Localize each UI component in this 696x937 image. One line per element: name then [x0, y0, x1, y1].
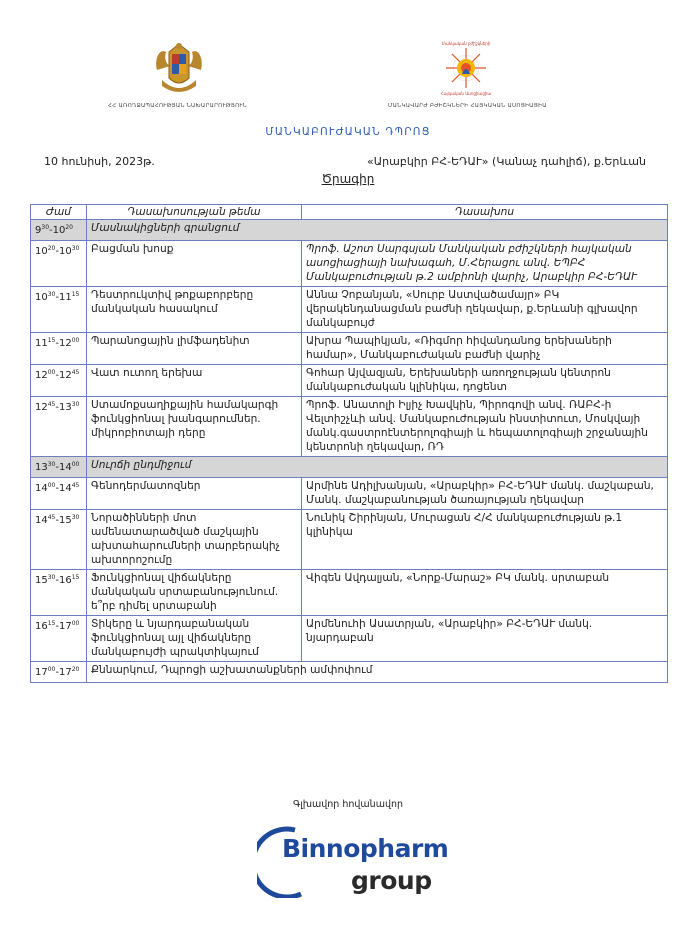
ministry-name: ՀՀ ԱՌՈՂՋԱՊԱՀՈՒԹՅԱՆ ՆԱԽԱՐԱՐՈՒԹՅՈՒՆ — [108, 103, 247, 109]
section-title: Մասնակիցների գրանցում — [87, 220, 668, 241]
topic-cell: Տիկերը և նյարդաբանական ֆունկցիոնալ այլ վիճակները մանկաբույժի պրակտիկայում — [87, 616, 302, 662]
time-hour: 10 — [52, 225, 66, 236]
time-cell — [31, 397, 87, 457]
time-hour: 14 — [35, 515, 48, 526]
speaker-cell: Արմինե Ադիլխանյան, «Արաբկիր» ԲՀ-ԵԴԱՒ մանկ. մաշկաբան, Մանկ. մաշկաբանության ծառայության ղեկավար — [302, 478, 668, 510]
topic-cell: Պարանոցային լիմֆադենիտ — [87, 333, 302, 365]
time-minutes: 30 — [47, 461, 56, 468]
main-sponsor-label: Գլխավոր հովանավոր — [292, 799, 404, 810]
time-minutes: 45 — [47, 514, 56, 521]
table-row — [31, 287, 668, 333]
time-cell — [31, 570, 87, 616]
table-row — [31, 662, 668, 683]
time-hour: 14 — [58, 483, 72, 494]
time-dash: - — [55, 667, 59, 678]
conference-title: ՄԱՆԿԱԲՈՒԺԱԿԱՆ ԴՊՐՈՑ — [265, 126, 431, 138]
table-row — [31, 478, 668, 510]
section-title: Սուրճի ընդմիջում — [87, 457, 668, 478]
program-table-body — [31, 220, 668, 683]
header-topic: Դասախոսության թեմա — [87, 205, 302, 220]
time-dash: - — [55, 246, 59, 257]
time-hour: 17 — [58, 621, 72, 632]
time-dash: - — [55, 402, 59, 413]
topic-cell: Վատ ուտող երեխա — [87, 365, 302, 397]
time-hour: 12 — [35, 402, 48, 413]
table-row — [31, 241, 668, 287]
time-minutes: 20 — [47, 245, 56, 252]
time-dash: - — [55, 292, 59, 303]
time-hour: 10 — [35, 292, 48, 303]
time-minutes: 00 — [47, 482, 56, 489]
time-minutes: 45 — [71, 369, 80, 376]
speaker-cell: Պրոֆ. Անատոլի Իլյիչ Խավկին, Պիրոգովի անվ. ՌԱԲՀ-ի Վելտիշչևի անվ. Մանկաբուժության ինստիտուտ, Մոսկվայի մանկ.գաստրոէնտերոլոգիայի և հեպատոլոգիայի շրջանային կենտրոնի ղեկավար, ՌԴ — [302, 397, 668, 457]
topic-cell: Դեստրուկտիվ թոքաբորբերը մանկական հասակում — [87, 287, 302, 333]
time-hour: 16 — [35, 621, 48, 632]
time-hour: 17 — [35, 667, 48, 678]
speaker-cell: Նունիկ Շիրինյան, Մուրացան Հ/Հ մանկաբուժության թ.1 կլինիկա — [302, 510, 668, 570]
time-cell — [31, 220, 87, 241]
speaker-cell: Ախրա Պապիկյան, «Ռիգմոր հիվանդանոց երեխաների համար», Մանկաբուժական բաժնի վարիչ — [302, 333, 668, 365]
table-row — [31, 365, 668, 397]
header-time: Ժամ — [31, 205, 87, 220]
table-row — [31, 333, 668, 365]
time-minutes: 30 — [71, 245, 80, 252]
time-hour: 14 — [35, 483, 48, 494]
time-minutes: 00 — [71, 337, 80, 344]
time-dash: - — [55, 575, 59, 586]
topic-cell: Նորածինների մոտ ամենատարածված մաշկային ախտահարումների տարբերակիչ ախտորոշումը — [87, 510, 302, 570]
logo-text-top: Մանկական բժիշկների — [441, 41, 491, 46]
program-table — [30, 204, 668, 683]
table-header-row — [31, 205, 668, 220]
time-hour: 12 — [58, 338, 72, 349]
time-hour: 15 — [35, 575, 48, 586]
time-cell — [31, 365, 87, 397]
time-hour: 10 — [58, 246, 72, 257]
time-cell — [31, 287, 87, 333]
time-dash: - — [55, 621, 59, 632]
association-name: ՄԱՆԿԱՎԱՐԺ ԲԺԻՇԿՆԵՐԻ ՀԱՅԿԱԿԱՆ ԱՍՈՑԻԱՑԻԱ — [388, 103, 547, 109]
topic-cell: Բացման խոսք — [87, 241, 302, 287]
topic-cell: Գենոդերմատոզներ — [87, 478, 302, 510]
speaker-cell: Աննա Չոբանյան, «Սուրբ Աստվածամայր» ԲԿ վերակենդանացման բաժնի ղեկավար, ք.Երևանի գլխավոր մանկաբույժ — [302, 287, 668, 333]
time-dash: - — [55, 462, 59, 473]
time-minutes: 15 — [71, 291, 80, 298]
time-hour: 13 — [58, 402, 72, 413]
time-hour: 11 — [58, 292, 72, 303]
time-hour: 13 — [35, 462, 48, 473]
time-hour: 14 — [58, 462, 72, 473]
time-cell — [31, 662, 87, 683]
time-hour: 17 — [58, 667, 72, 678]
time-minutes: 00 — [71, 620, 80, 627]
time-minutes: 30 — [71, 514, 80, 521]
time-minutes: 20 — [71, 666, 80, 673]
time-minutes: 00 — [47, 369, 56, 376]
logo-text-bottom: Հայկական Ասոցիացիա — [440, 91, 492, 96]
time-minutes: 30 — [47, 574, 56, 581]
table-row — [31, 616, 668, 662]
time-minutes: 45 — [71, 482, 80, 489]
time-hour: 10 — [35, 246, 48, 257]
armenia-coat-of-arms-icon — [152, 40, 206, 96]
time-minutes: 15 — [71, 574, 80, 581]
time-cell — [31, 616, 87, 662]
speaker-cell: Գոհար Այվազյան, Երեխաների առողջության կենտրոն մանկաբուժական կլինիկա, դոցենտ — [302, 365, 668, 397]
time-minutes: 20 — [65, 224, 73, 231]
time-dash: - — [55, 483, 59, 494]
table-row — [31, 510, 668, 570]
table-row — [31, 397, 668, 457]
time-hour: 11 — [35, 338, 48, 349]
time-cell — [31, 241, 87, 287]
time-minutes: 30 — [71, 401, 80, 408]
time-cell — [31, 510, 87, 570]
time-minutes: 00 — [47, 666, 56, 673]
time-dash: - — [55, 338, 59, 349]
time-dash: - — [55, 515, 59, 526]
header-speaker: Դասախոս — [302, 205, 668, 220]
speaker-cell: Պրոֆ. Աշոտ Սարգսյան Մանկական բժիշկների հայկական ասոցիացիայի նախագահ, Մ.Հերացու անվ. ԵՊԲՀ Մանկաբուժության թ.2 ամբիոնի վարիչ, Արաբկիր ԲՀ-ԵԴԱՒ — [302, 241, 668, 287]
time-cell — [31, 457, 87, 478]
speaker-cell: Արմենուհի Ասատրյան, «Արաբկիր» ԲՀ-ԵԴԱՒ մանկ. նյարդաբան — [302, 616, 668, 662]
time-dash: - — [55, 370, 59, 381]
association-logo-icon — [435, 40, 497, 96]
time-minutes: 30 — [47, 291, 56, 298]
time-hour: 12 — [35, 370, 48, 381]
time-minutes: 45 — [47, 401, 56, 408]
time-minutes: 00 — [71, 461, 80, 468]
section-row — [31, 457, 668, 478]
event-place: «Արաբկիր ԲՀ-ԵԴԱՒ» (Կանաչ դահլիճ), ք.Երևան — [367, 155, 646, 168]
time-minutes: 30 — [41, 224, 50, 231]
time-dash: - — [49, 225, 53, 236]
time-hour: 15 — [58, 515, 72, 526]
time-cell — [31, 478, 87, 510]
table-row — [31, 570, 668, 616]
time-minutes: 15 — [47, 337, 56, 344]
time-hour: 16 — [58, 575, 72, 586]
program-heading: Ծրագիր — [321, 172, 375, 186]
closing-title: Քննարկում, Դպրոցի աշխատանքների ամփոփում — [87, 662, 668, 683]
sponsor-word-1: Binnopharm — [282, 834, 449, 863]
topic-cell: Ստամոքսաղիքային համակարգի ֆունկցիոնալ խանգարումներ. միկրոբիոտայի դերը — [87, 397, 302, 457]
time-minutes: 15 — [47, 620, 56, 627]
time-hour: 9 — [35, 225, 42, 236]
section-row — [31, 220, 668, 241]
event-date: 10 հունիսի, 2023թ. — [44, 155, 155, 168]
time-cell — [31, 333, 87, 365]
topic-cell: Ֆունկցիոնալ վիճակները մանկական սրտաբանությունում. ե՞րբ դիմել սրտաբանի — [87, 570, 302, 616]
time-hour: 12 — [58, 370, 72, 381]
speaker-cell: Վիգեն Ավդալյան, «Նորք-Մարաշ» ԲԿ մանկ. սրտաբան — [302, 570, 668, 616]
sponsor-word-2: group — [351, 866, 432, 895]
